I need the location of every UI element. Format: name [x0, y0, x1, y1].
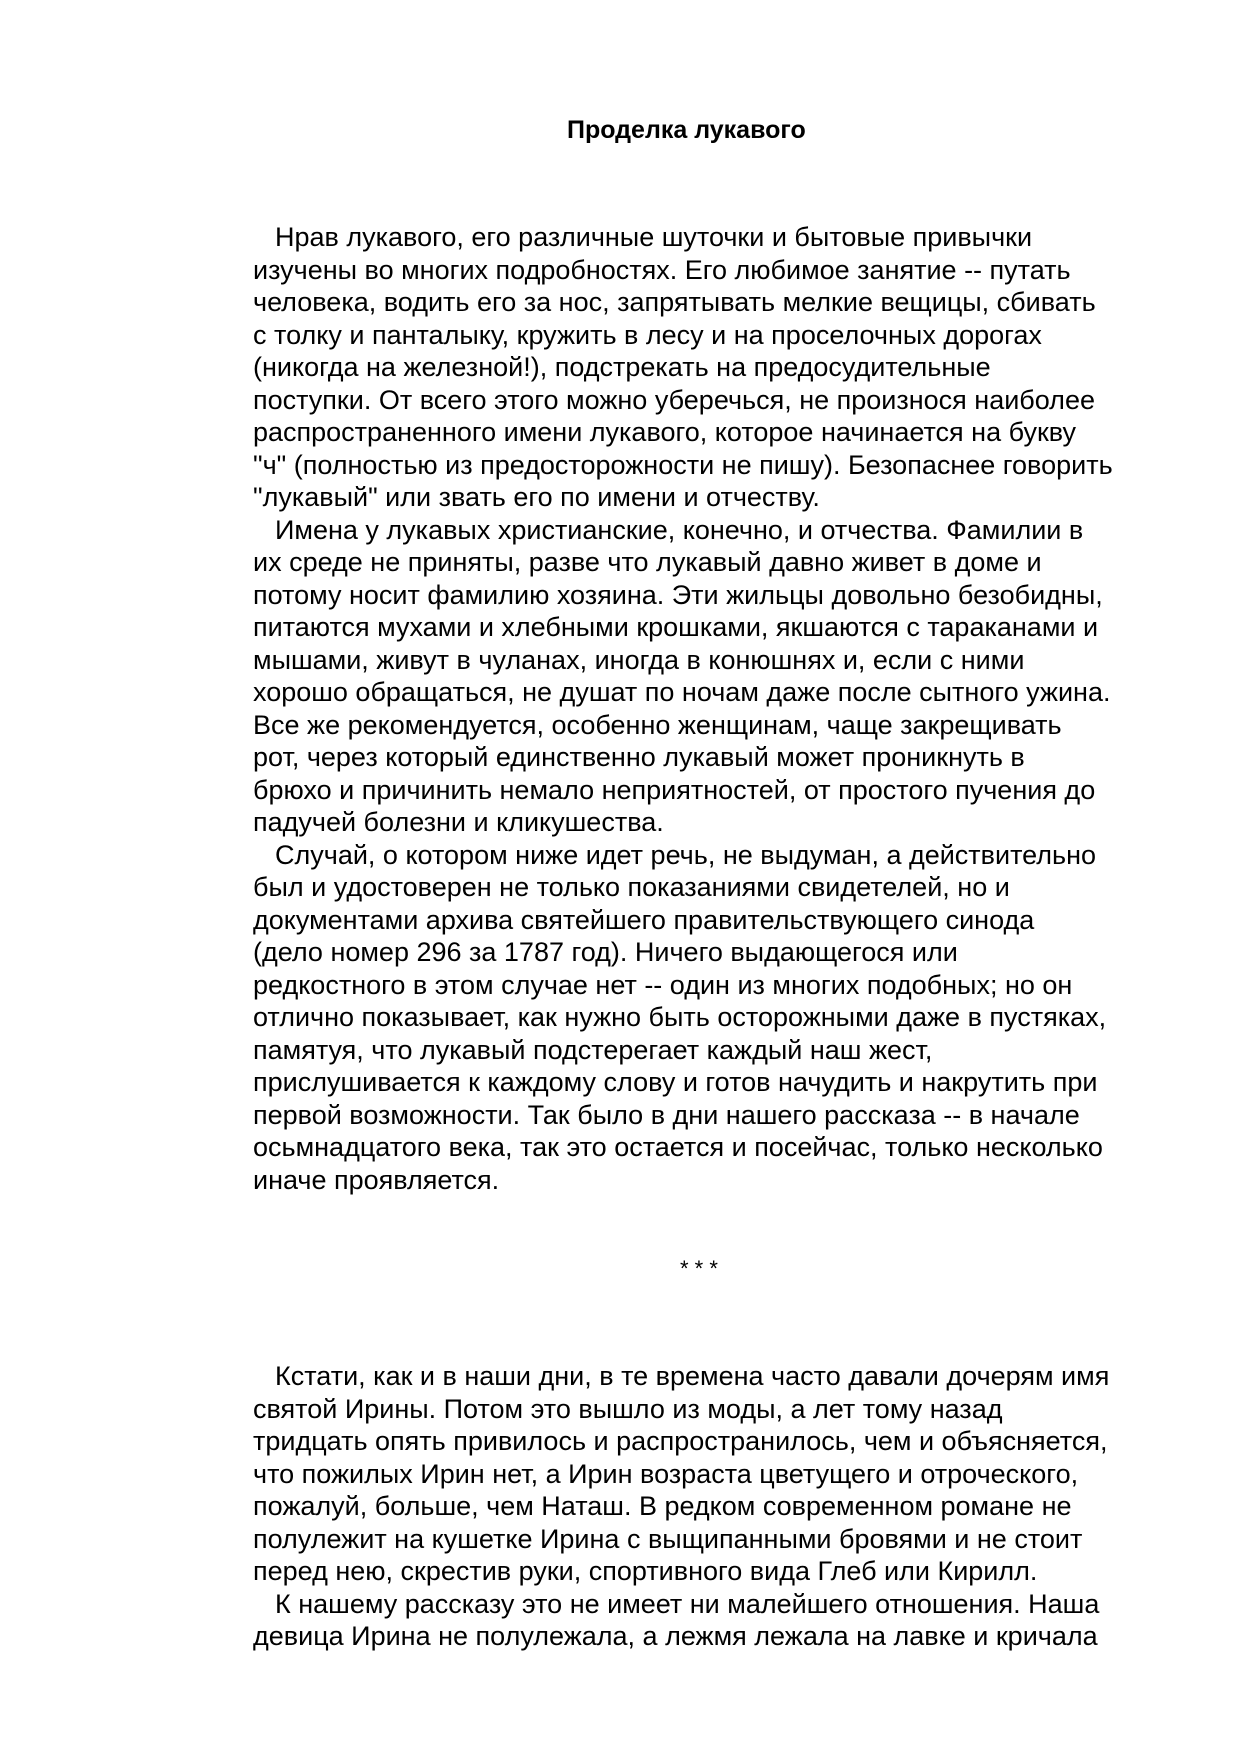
text-line: отлично показывает, как нужно быть осторожными даже в пустяках, — [253, 1002, 1107, 1032]
text-line: пожалуй, больше, чем Наташ. В редком современном романе не — [253, 1491, 1072, 1521]
section-1 — [253, 221, 1153, 1196]
text-line: К нашему рассказу это не имеет ни малейшего отношения. Наша — [275, 1588, 1100, 1619]
text-line: Случай, о котором ниже идет речь, не выдуман, а действительно — [275, 839, 1097, 870]
text-line: падучей болезни и кликушества. — [253, 807, 664, 837]
text-line: (никогда на железной!), подстрекать на предосудительные — [253, 352, 991, 382]
section-separator: * * * — [680, 1256, 718, 1281]
text-line: первой возможности. Так было в дни нашего рассказа -- в начале — [253, 1099, 1080, 1130]
text-line: редкостного в этом случае нет -- один из многих подобных; но он — [253, 969, 1073, 1000]
text-line: прислушивается к каждому слову и готов начудить и накрутить при — [253, 1067, 1098, 1097]
text-line: документами архива святейшего правительствующего синода — [253, 904, 1035, 935]
text-line: Имена у лукавых христианские, конечно, и отчества. Фамилии в — [275, 514, 1084, 545]
section-2 — [253, 1360, 1153, 1653]
text-line: (дело номер 296 за 1787 год). Ничего выдающегося или — [253, 937, 958, 967]
text-line: с толку и панталыку, кружить в лесу и на проселочных дорогах — [253, 319, 1042, 350]
text-line: перед нею, скрестив руки, спортивного вида Глеб или Кирилл. — [253, 1556, 1038, 1586]
text-line: что пожилых Ирин нет, а Ирин возраста цветущего и отроческого, — [253, 1458, 1079, 1489]
text-line: девица Ирина не полулежала, а лежмя лежала на лавке и кричала — [253, 1621, 1098, 1651]
text-line: хорошо обращаться, не душат по ночам даже после сытного ужина. — [253, 677, 1111, 707]
text-line: распространенного имени лукавого, которое начинается на букву — [253, 417, 1077, 447]
text-line: их среде не приняты, разве что лукавый давно живет в доме и — [253, 547, 1042, 577]
text-line: поступки. От всего этого можно уберечься, не произнося наиболее — [253, 384, 1095, 415]
text-line: человека, водить его за нос, запрятывать мелкие вещицы, сбивать — [253, 287, 1096, 317]
text-line: памятуя, что лукавый подстерегает каждый наш жест, — [253, 1034, 933, 1065]
text-line: Все же рекомендуется, особенно женщинам, чаще закрещивать — [253, 709, 1062, 740]
text-line: изучены во многих подробностях. Его любимое занятие -- путать — [253, 254, 1071, 285]
text-line: Нрав лукавого, его различные шуточки и бытовые привычки — [275, 222, 1033, 252]
text-line: потому носит фамилию хозяина. Эти жильцы довольно безобидны, — [253, 579, 1103, 610]
text-line: был и удостоверен не только показаниями свидетелей, но и — [253, 872, 1010, 902]
text-line: осьмнадцатого века, так это остается и посейчас, только несколько — [253, 1132, 1103, 1162]
text-line: святой Ирины. Потом это вышло из моды, а лет тому назад — [253, 1393, 1003, 1424]
text-line: мышами, живут в чуланах, иногда в конюшнях и, если с ними — [253, 644, 1025, 675]
document-page — [253, 115, 1153, 1653]
text-line: рот, через который единственно лукавый может проникнуть в — [253, 742, 1025, 772]
text-line: питаются мухами и хлебными крошками, якшаются с тараканами и — [253, 612, 1099, 642]
text-line: Кстати, как и в наши дни, в те времена часто давали дочерям имя — [275, 1361, 1110, 1391]
text-line: "ч" (полностью из предосторожности не пишу). Безопаснее говорить — [253, 449, 1113, 480]
text-line: брюхо и причинить немало неприятностей, от простого пучения до — [253, 774, 1096, 805]
text-line: тридцать опять привилось и распространилось, чем и объясняется, — [253, 1426, 1108, 1456]
text-line: полулежит на кушетке Ирина с выщипанными бровями и не стоит — [253, 1523, 1083, 1554]
document-title: Проделка лукавого — [567, 116, 806, 144]
text-line: "лукавый" или звать его по имени и отчеству. — [253, 482, 820, 512]
text-line: иначе проявляется. — [253, 1164, 500, 1195]
